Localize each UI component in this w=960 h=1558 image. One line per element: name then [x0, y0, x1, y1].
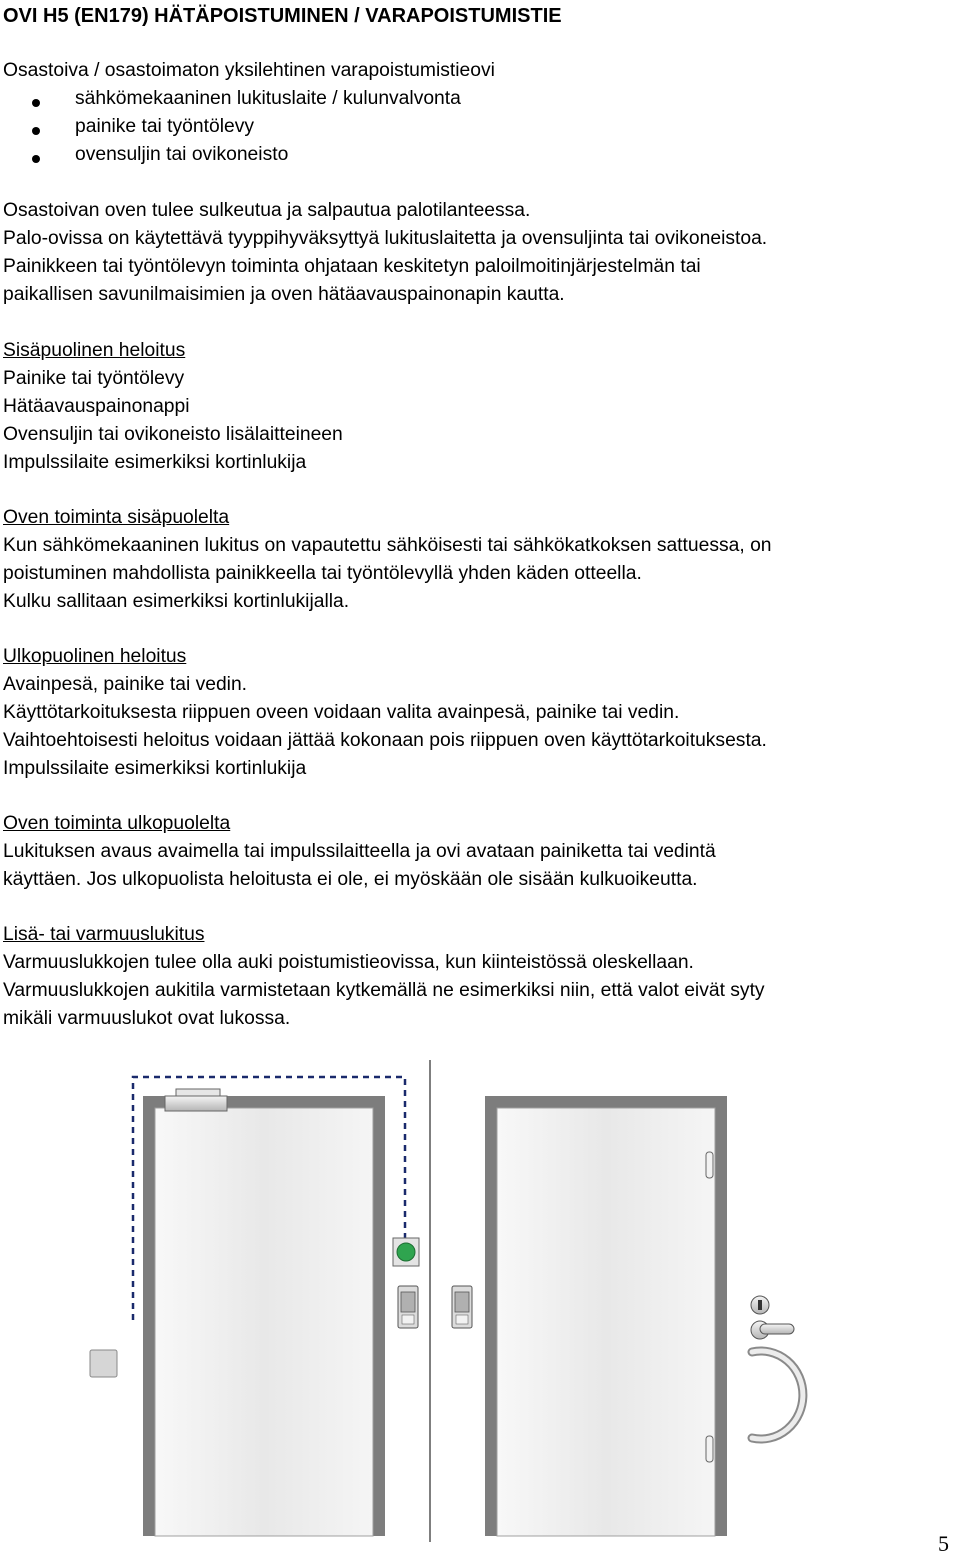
section-line: Vaihtoehtoisesti heloitus voidaan jättää kokonaan pois riippuen oven käyttötarkoituksesta.: [3, 730, 767, 751]
bullet-icon: [32, 155, 40, 163]
section-line: mikäli varmuuslukot ovat lukossa.: [3, 1008, 291, 1029]
section-line: Kun sähkömekaaninen lukitus on vapautettu sähköisesti tai sähkökatkoksen sattuessa, on: [3, 535, 772, 556]
intro-lead: Osastoiva / osastoimaton yksilehtinen varapoistumistieovi: [3, 60, 495, 81]
section-line: Varmuuslukkojen aukitila varmistetaan kytkemällä ne esimerkiksi niin, että valot eivät syty: [3, 980, 765, 1001]
key-cylinder-icon: [751, 1296, 769, 1314]
bullet-icon: [32, 127, 40, 135]
section-line: Kulku sallitaan esimerkiksi kortinlukijalla.: [3, 591, 350, 612]
section-heading-outside-fittings: Ulkopuolinen heloitus: [3, 646, 187, 667]
outside-door-leaf: [497, 1108, 715, 1536]
list-item: sähkömekaaninen lukituslaite / kulunvalvonta: [75, 88, 461, 109]
hinge-icon: [706, 1436, 713, 1462]
section-line: käyttäen. Jos ulkopuolista heloitusta ei ole, ei myöskään ole sisään kulkuoikeutta.: [3, 869, 698, 890]
section-heading-inside-operation: Oven toiminta sisäpuolelta: [3, 507, 230, 528]
inside-door-leaf: [155, 1108, 373, 1536]
intro-paragraph-line: Palo-ovissa on käytettävä tyyppihyväksyttyä lukituslaitetta ja ovensuljinta tai ovikoneistoa.: [3, 228, 768, 249]
section-line: poistuminen mahdollista painikkeella tai työntölevyllä yhden käden otteella.: [3, 563, 642, 584]
list-item: painike tai työntölevy: [75, 116, 254, 137]
page-title: OVI H5 (EN179) HÄTÄPOISTUMINEN / VARAPOISTUMISTIE: [3, 5, 562, 27]
section-line: Ovensuljin tai ovikoneisto lisälaitteineen: [3, 424, 343, 445]
section-line: Käyttötarkoituksesta riippuen oveen voidaan valita avainpesä, painike tai vedin.: [3, 702, 680, 723]
intro-paragraph-line: Painikkeen tai työntölevyn toiminta ohjataan keskitetyn paloilmoitinjärjestelmän tai: [3, 256, 701, 277]
section-line: Hätäavauspainonappi: [3, 396, 190, 417]
section-line: Lukituksen avaus avaimella tai impulssilaitteella ja ovi avataan painiketta tai vedintä: [3, 841, 716, 862]
section-line: Varmuuslukkojen tulee olla auki poistumistieovissa, kun kiinteistössä oleskellaan.: [3, 952, 694, 973]
outside-card-reader-icon: [452, 1286, 472, 1328]
section-line: Impulssilaite esimerkiksi kortinlukija: [3, 758, 307, 779]
section-heading-inside-fittings: Sisäpuolinen heloitus: [3, 340, 186, 361]
bullet-icon: [32, 99, 40, 107]
emergency-release-button-icon: [393, 1238, 419, 1266]
inside-card-reader-icon: [398, 1286, 418, 1328]
intro-paragraph-line: paikallisen savunilmaisimien ja oven hätäavauspainonapin kautta.: [3, 284, 565, 305]
hinge-icon: [706, 1152, 713, 1178]
page-number: 5: [938, 1531, 949, 1556]
section-line: Avainpesä, painike tai vedin.: [3, 674, 248, 695]
intro-paragraph-line: Osastoivan oven tulee sulkeutua ja salpautua palotilanteessa.: [3, 200, 531, 221]
section-line: Impulssilaite esimerkiksi kortinlukija: [3, 452, 307, 473]
door-illustration-main: [0, 1050, 960, 1558]
switch-plate-icon: [90, 1350, 117, 1377]
section-heading-extra-lock: Lisä- tai varmuuslukitus: [3, 924, 205, 945]
section-line: Painike tai työntölevy: [3, 368, 185, 389]
list-item: ovensuljin tai ovikoneisto: [75, 144, 289, 165]
section-heading-outside-operation: Oven toiminta ulkopuolelta: [3, 813, 231, 834]
